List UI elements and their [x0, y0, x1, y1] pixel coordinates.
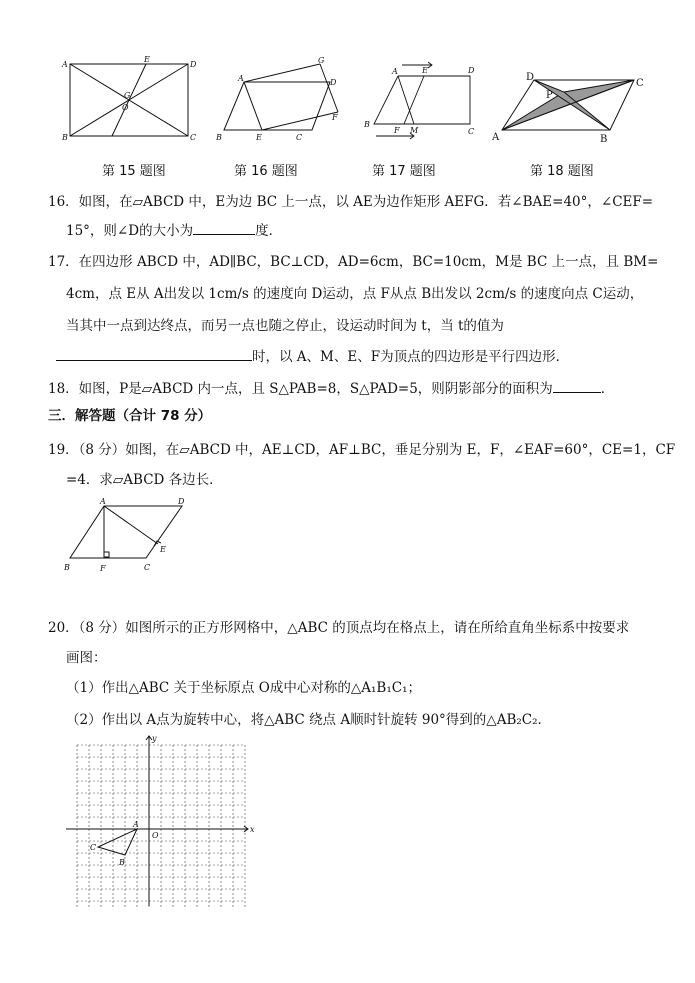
- fig20-label-B: B: [119, 858, 125, 867]
- fig18-label-A: A: [492, 132, 500, 143]
- fig17-caption: 第 17 题图: [372, 164, 436, 179]
- figure-20-grid: [64, 734, 260, 908]
- fig15-label-C: C: [190, 133, 197, 142]
- q17-line1: 17．在四边形 ABCD 中，AD∥BC，BC⊥CD，AD=6cm，BC=10cm，M是 BC 上一点，且 BM=: [48, 254, 659, 270]
- q20-line1: 20．（8 分）如图所示的正方形网格中，△ABC 的顶点均在格点上，请在所给直角坐标系中按要求: [48, 620, 630, 636]
- fig16-label-C: C: [296, 133, 303, 142]
- fig17-label-C: C: [468, 127, 475, 136]
- fig16-label-F: F: [332, 113, 338, 122]
- fig15-label-A: A: [62, 60, 68, 69]
- q20-item1: （1）作出△ABC 关于坐标原点 O成中心对称的△A₁B₁C₁；: [66, 680, 421, 696]
- fig15-label-B: B: [62, 133, 68, 142]
- q17-line2: 4cm，点 E从 A出发以 1cm/s 的速度向 D运动，点 F从点 B出发以 2cm/s 的速度向点 C运动，: [66, 286, 644, 302]
- fig20-axis-x: x: [250, 825, 255, 834]
- fig18-caption: 第 18 题图: [530, 164, 594, 179]
- q18-line1: 18．如图，P是▱ABCD 内一点，且 S△PAB=8，S△PAD=5，则阴影部分的面积为 ．: [48, 378, 614, 399]
- fig18-label-B: B: [600, 134, 608, 145]
- fig19-label-C: C: [144, 563, 151, 572]
- figure-19: [58, 496, 198, 576]
- fig16-label-E: E: [256, 133, 262, 142]
- fig16-caption: 第 16 题图: [234, 164, 298, 179]
- q19-line1: 19．（8 分）如图，在▱ABCD 中，AE⊥CD，AF⊥BC，垂足分别为 E，F，∠EAF=60°，CE=1，CF: [48, 442, 676, 458]
- fig15-label-D: D: [190, 60, 197, 69]
- q16-line2: 15°，则∠D的大小为 度．: [66, 220, 282, 241]
- q20-item2: （2）作出以 A点为旋转中心，将△ABC 绕点 A顺时针旋转 90°得到的△AB₂C₂．: [66, 712, 552, 728]
- figure-17: [358, 56, 478, 140]
- q16-answer-blank[interactable]: [193, 220, 255, 235]
- fig16-label-D: D: [330, 78, 337, 87]
- fig16-label-G: G: [318, 56, 325, 65]
- fig15-caption: 第 15 题图: [102, 164, 166, 179]
- q16-line1: 16．如图，在▱ABCD 中，E为边 BC 上一点，以 AE为边作矩形 AEFG．若∠BAE=40°，∠CEF=: [48, 194, 654, 210]
- fig16-label-A: A: [238, 74, 244, 83]
- q17-line4: 时，以 A、M、E、F为顶点的四边形是平行四边形．: [56, 346, 569, 367]
- fig15-label-G: G: [124, 91, 131, 100]
- fig20-origin-O: O: [152, 831, 159, 840]
- fig18-label-C: C: [636, 78, 644, 89]
- fig19-label-D: D: [178, 497, 185, 506]
- q19-line2: =4．求▱ABCD 各边长．: [66, 472, 223, 488]
- q17-answer-blank[interactable]: [56, 346, 252, 361]
- fig20-label-A: A: [133, 820, 139, 829]
- fig17-label-F: F: [394, 126, 400, 135]
- figure-18: [486, 70, 646, 146]
- fig19-label-A: A: [100, 497, 106, 506]
- fig19-label-B: B: [64, 563, 70, 572]
- figure-15: [58, 52, 198, 144]
- fig20-axis-y: y: [152, 734, 157, 743]
- fig15-label-E: E: [144, 55, 150, 64]
- figure-16: [208, 54, 348, 146]
- fig18-label-D: D: [526, 72, 535, 83]
- fig17-label-D: D: [468, 66, 475, 75]
- fig17-label-M: M: [410, 126, 419, 135]
- q18-answer-blank[interactable]: [553, 378, 601, 393]
- fig16-label-B: B: [216, 133, 222, 142]
- fig19-label-F: F: [100, 564, 106, 573]
- fig19-label-E: E: [160, 545, 166, 554]
- section-3-heading: 三．解答题（合计 78 分）: [48, 408, 212, 424]
- fig17-label-A: A: [392, 67, 398, 76]
- fig18-label-P: P: [546, 90, 553, 101]
- fig17-label-B: B: [364, 120, 370, 129]
- fig20-label-C: C: [90, 843, 97, 852]
- q20-line2: 画图：: [66, 650, 107, 666]
- q17-line3: 当其中一点到达终点，而另一点也随之停止，设运动时间为 t，当 t的值为: [66, 318, 504, 334]
- fig15-label-O: O: [122, 103, 129, 112]
- fig17-label-E: E: [422, 66, 428, 75]
